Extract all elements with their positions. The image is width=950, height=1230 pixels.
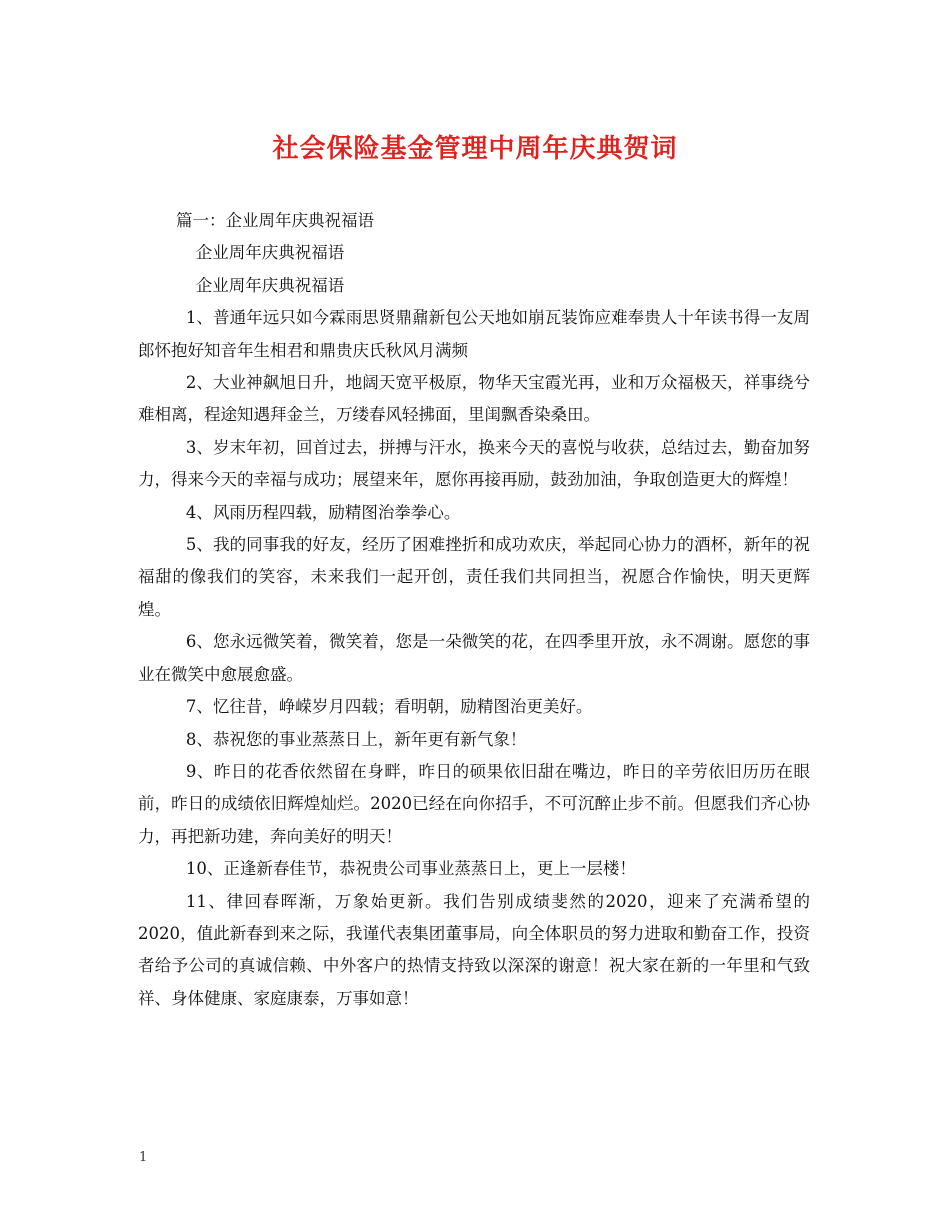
paragraph: 1、普通年远只如今霖雨思贤鼎鼐新包公天地如崩瓦装饰应难奉贵人十年读书得一友周郎怀抱好知音年生相君和鼎贵庆氏秋风月满频 <box>138 308 810 360</box>
paragraph: 9、昨日的花香依然留在身畔，昨日的硕果依旧甜在嘴边，昨日的辛劳依旧历历在眼前，昨日的成绩依旧辉煌灿烂。2020已经在向你招手，不可沉醉止步不前。但愿我们齐心协力，再把新功建，奔向美好的明天！ <box>138 761 810 846</box>
page-number: 1 <box>139 1150 148 1165</box>
paragraph: 7、忆往昔，峥嵘岁月四载；看明朝，励精图治更美好。 <box>185 697 593 717</box>
section-heading: 篇一：企业周年庆典祝福语 <box>175 211 374 230</box>
paragraph: 8、恭祝您的事业蒸蒸日上，新年更有新气象！ <box>185 729 527 749</box>
subheading: 企业周年庆典祝福语 <box>195 243 345 263</box>
paragraph: 2、大业神飙旭日升，地阔天宽平极原，物华天宝霞光再，业和万众福极天，祥事绕兮难相离，程途知遇拜金兰，万缕春风轻拂面，里闺飘香染桑田。 <box>138 373 810 425</box>
subheading: 企业周年庆典祝福语 <box>195 275 345 295</box>
paragraph: 6、您永远微笑着，微笑着，您是一朵微笑的花，在四季里开放，永不凋谢。愿您的事业在微笑中愈展愈盛。 <box>138 632 810 684</box>
paragraph: 11、律回春晖渐，万象始更新。我们告别成绩斐然的2020，迎来了充满希望的2020，值此新春到来之际，我谨代表集团董事局，向全体职员的努力进取和勤奋工作，投资者给予公司的真诚信赖、中外客户的热情支持致以深深的谢意！祝大家在新的一年里和气致祥、身体健康、家庭康泰，万事如意！ <box>138 891 810 1008</box>
document-title: 社会保险基金管理中周年庆典贺词 <box>272 134 678 164</box>
paragraph: 5、我的同事我的好友，经历了困难挫折和成功欢庆，举起同心协力的酒杯，新年的祝福甜的像我们的笑容，未来我们一起开创，责任我们共同担当，祝愿合作愉快，明天更辉煌。 <box>138 535 810 619</box>
document-body <box>138 205 810 1015</box>
paragraph: 4、风雨历程四载，励精图治拳拳心。 <box>185 502 461 522</box>
paragraph: 3、岁末年初，回首过去，拼搏与汗水，换来今天的喜悦与收获，总结过去，勤奋加努力，得来今天的幸福与成功；展望来年，愿你再接再励，鼓劲加油，争取创造更大的辉煌！ <box>138 437 810 490</box>
paragraph: 10、正逢新春佳节，恭祝贵公司事业蒸蒸日上，更上一层楼！ <box>185 859 636 879</box>
